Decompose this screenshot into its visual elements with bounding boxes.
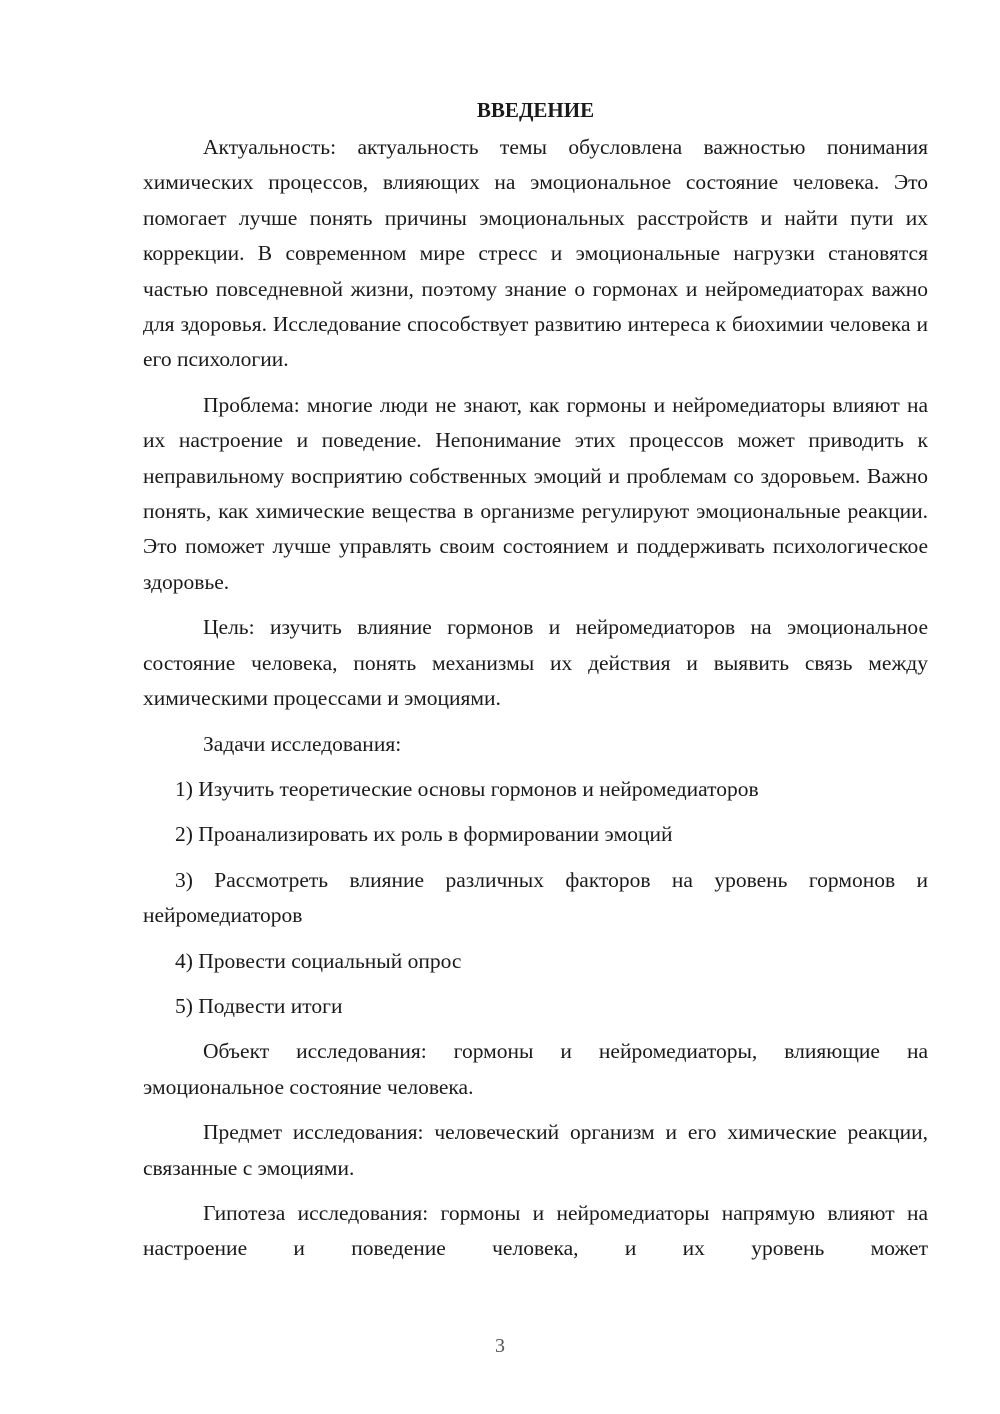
document-page: [143, 96, 928, 1277]
tasks-list: [143, 772, 928, 1024]
list-item: 5) Подвести итоги: [175, 993, 343, 1018]
paragraph-subject: Предмет исследования: человеческий организм и его химические реакции, связанные с эмоциями.: [143, 1120, 928, 1180]
paragraph-goal: Цель: изучить влияние гормонов и нейромедиаторов на эмоциональное состояние человека, понять механизмы их действия и выявить связь между химическими процессами и эмоциями.: [143, 615, 928, 711]
page-number: 3: [495, 1335, 505, 1357]
list-item: 1) Изучить теоретические основы гормонов и нейромедиаторов: [175, 776, 759, 801]
list-item: 3) Рассмотреть влияние различных факторов на уровень гормонов и нейромедиаторов: [143, 867, 928, 928]
paragraph-object: Объект исследования: гормоны и нейромедиаторы, влияющие на эмоциональное состояние человека.: [143, 1039, 928, 1099]
paragraph-problem: Проблема: многие люди не знают, как гормоны и нейромедиаторы влияют на их настроение и поведение. Непонимание этих процессов может приводить к неправильному восприятию собственных эмоций и проблемам со здоровьем. Важно понять, как химические вещества в организме регулируют эмоциональные реакции. Это поможет лучше управлять своим состоянием и поддерживать психологическое здоровье.: [143, 392, 928, 594]
paragraph-tasks-intro: Задачи исследования:: [203, 731, 402, 756]
section-heading: ВВЕДЕНИЕ: [476, 98, 595, 122]
paragraph-hypothesis: Гипотеза исследования: гормоны и нейромедиаторы напрямую влияют на настроение и поведение человека, и их уровень может: [143, 1200, 928, 1261]
list-item: 2) Проанализировать их роль в формировании эмоций: [175, 822, 673, 847]
paragraph-relevance: Актуальность: актуальность темы обусловлена важностью понимания химических процессов, влияющих на эмоциональное состояние человека. Это помогает лучше понять причины эмоциональных расстройств и найти пути их коррекции. В современном мире стресс и эмоциональные нагрузки становятся частью повседневной жизни, поэтому знание о гормонах и нейромедиаторах важно для здоровья. Исследование способствует развитию интереса к биохимии человека и его психологии.: [143, 135, 928, 372]
list-item: 4) Провести социальный опрос: [175, 948, 462, 973]
